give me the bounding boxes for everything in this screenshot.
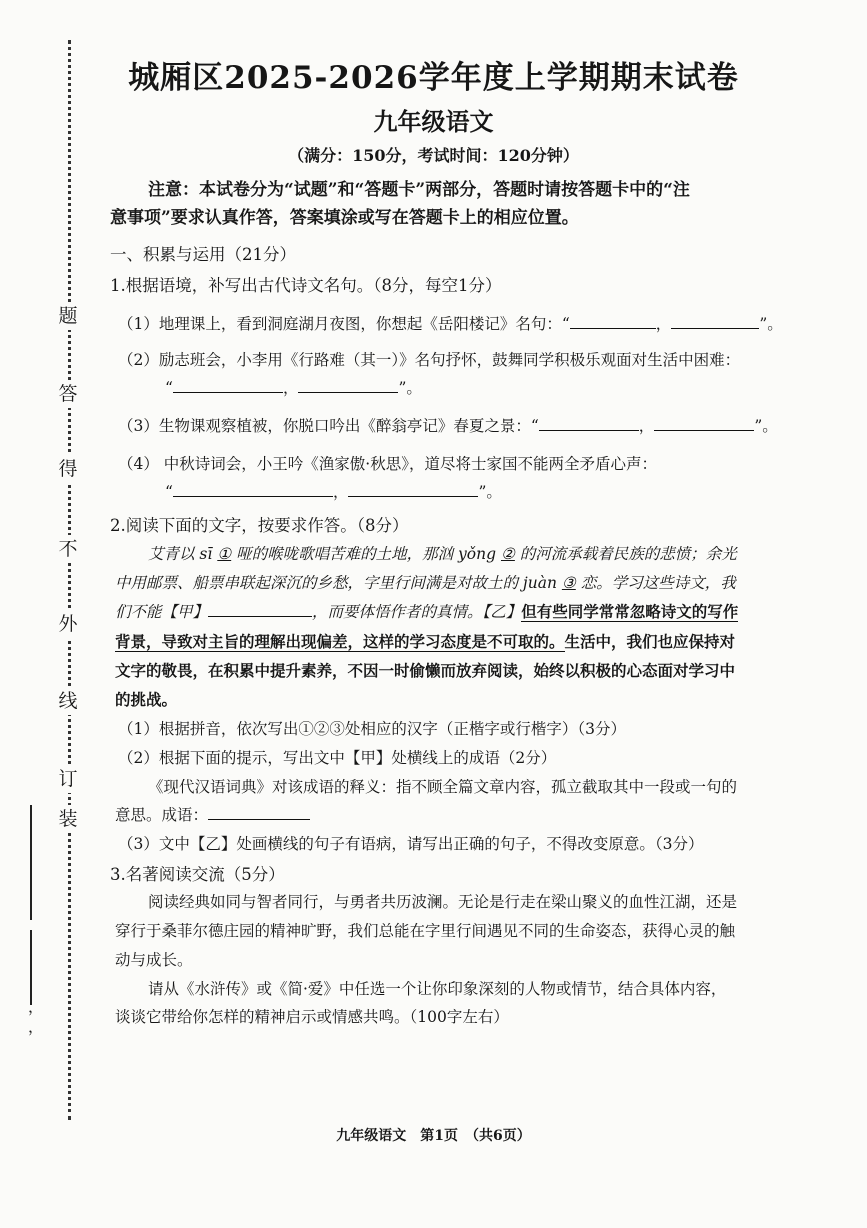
passage-text: 生活中，我们也应保持对	[564, 632, 736, 651]
q1-item-4-line2	[165, 480, 502, 502]
q2-passage-line-1	[148, 542, 737, 564]
q2-passage-line-6: 的挑战。	[115, 690, 178, 709]
exam-score-info: （满分：150分，考试时间：120分钟）	[288, 146, 579, 165]
q2-sub-2-line2	[115, 803, 310, 825]
blank-marker-3: ③	[561, 574, 576, 592]
yi-underlined-sentence-cont: 背景，导致对主旨的理解出现偏差，这样的学习态度是不可取的。	[115, 632, 565, 651]
q3-para2-line2: 谈谈它带给你怎样的精神启示或情感共鸣。（100字左右）	[115, 1008, 509, 1026]
answer-blank[interactable]	[654, 416, 754, 431]
answer-blank[interactable]	[173, 378, 283, 393]
q1-item-3	[118, 414, 778, 436]
side-border-bar	[30, 805, 32, 920]
q1-item-3-text: （3）生物课观察植被，你脱口吟出《醉翁亭记》春夏之景：“	[118, 417, 539, 435]
notice-line-2: 意事项”要求认真作答，答案填涂或写在答题卡上的相应位置。	[110, 208, 579, 228]
q2-passage-line-4	[115, 630, 735, 652]
passage-text: 们不能【甲】	[115, 603, 209, 621]
q3-para1-line3: 动与成长。	[115, 951, 193, 969]
blank-marker-1: ①	[217, 545, 232, 563]
passage-text: ，而要体悟作者的真情。【乙】	[312, 603, 522, 621]
q1-item-2-end: ”。	[398, 379, 422, 397]
q1-stem: 1.根据语境，补写出古代诗文名句。（8分，每空1分）	[110, 276, 502, 295]
passage-text: 恋。学习这些诗文，我	[575, 574, 736, 592]
passage-text: 艾青以 sī	[148, 545, 218, 563]
q2-passage-line-5: 文字的敬畏，在积累中提升素养，不因一时偷懒而放弃阅读，始终以积极的心态面对学习中	[115, 661, 736, 680]
section-heading: 一、积累与运用（21分）	[110, 245, 296, 264]
q1-item-4-sep: ，	[332, 483, 349, 501]
binding-char-xian: 线	[57, 687, 79, 715]
idiom-label: 意思。成语：	[115, 806, 209, 824]
page-footer: 九年级语文 第1页 （共6页）	[336, 1128, 531, 1144]
q2-passage-line-2	[115, 571, 736, 593]
binding-char-da: 答	[57, 380, 79, 408]
q1-item-2: （2）励志班会，小李用《行路难（其一）》名句抒怀，鼓舞同学积极乐观面对生活中困难：	[118, 351, 741, 369]
passage-text: 的河流承载着民族的悲愤；余光	[514, 545, 737, 563]
binding-char-ding: 订	[57, 765, 79, 793]
exam-subtitle: 九年级语文	[373, 107, 494, 136]
passage-text: 中用邮票、船票串联起深沉的乡愁，字里行间满是对故土的 juàn	[115, 574, 562, 592]
yi-underlined-sentence: 但有些同学常常忽略诗文的写作	[521, 602, 739, 621]
q1-item-1-end: ”。	[759, 315, 783, 333]
exam-title: 城厢区2025-2026学年度上学期期末试卷	[128, 60, 739, 96]
q2-passage-line-3	[115, 600, 738, 622]
q1-item-3-end: ”。	[754, 417, 778, 435]
binding-char-de: 得	[57, 455, 79, 483]
answer-blank[interactable]	[570, 314, 656, 329]
q2-stem: 2.阅读下面的文字，按要求作答。（8分）	[110, 516, 409, 535]
binding-char-wai: 外	[57, 610, 79, 638]
q1-item-1-sep: ，	[655, 315, 672, 333]
q1-item-4-end: ”。	[478, 483, 502, 501]
jia-blank[interactable]	[208, 602, 312, 617]
idiom-answer-blank[interactable]	[208, 805, 310, 820]
q3-para2-line1: 请从《水浒传》或《简·爱》中任选一个让你印象深刻的人物或情节，结合具体内容，	[148, 980, 727, 998]
answer-blank[interactable]	[298, 378, 398, 393]
answer-blank[interactable]	[539, 416, 639, 431]
side-mark: ，	[28, 1018, 44, 1036]
q2-sub-2-definition: 《现代汉语词典》对该成语的释义：指不顾全篇文章内容，孤立截取其中一段或一句的	[148, 778, 738, 796]
answer-blank[interactable]	[173, 482, 333, 497]
q2-sub-3: （3）文中【乙】处画横线的句子有语病，请写出正确的句子，不得改变原意。（3分）	[118, 835, 704, 853]
q1-item-2-sep: ，	[282, 379, 299, 397]
q1-item-2-open: “	[165, 379, 173, 397]
q1-item-4: （4） 中秋诗词会，小王吟《渔家傲·秋思》，道尽将士家国不能两全矛盾心声：	[118, 455, 657, 473]
side-mark: ，	[28, 998, 44, 1016]
q1-item-3-sep: ，	[638, 417, 655, 435]
binding-dotted-line	[68, 40, 71, 1120]
binding-char-zhuang: 装	[57, 805, 79, 833]
answer-blank[interactable]	[348, 482, 478, 497]
binding-char-ti: 题	[57, 302, 79, 330]
blank-marker-2: ②	[500, 545, 515, 563]
q1-item-4-open: “	[165, 483, 173, 501]
notice-line-1: 注意：本试卷分为“试题”和“答题卡”两部分，答题时请按答题卡中的“注	[148, 180, 690, 200]
binding-char-bu: 不	[57, 535, 79, 563]
q3-stem: 3.名著阅读交流（5分）	[110, 865, 285, 884]
passage-text: 哑的喉咙歌唱苦难的土地，那汹 yǒng	[231, 545, 501, 563]
side-border-bar	[30, 930, 32, 1005]
q2-sub-2: （2）根据下面的提示，写出文中【甲】处横线上的成语（2分）	[118, 749, 557, 767]
q1-item-2-line2	[165, 376, 422, 398]
q3-para1-line2: 穿行于桑菲尔德庄园的精神旷野，我们总能在字里行间遇见不同的生命姿态，获得心灵的触	[115, 922, 736, 940]
q1-item-1-text: （1）地理课上，看到洞庭湖月夜图，你想起《岳阳楼记》名句：“	[118, 315, 570, 333]
q2-sub-1: （1）根据拼音，依次写出①②③处相应的汉字（正楷字或行楷字）（3分）	[118, 720, 626, 738]
q1-item-1	[118, 312, 783, 334]
q3-para1-line1: 阅读经典如同与智者同行，与勇者共历波澜。无论是行走在梁山聚义的血性江湖，还是	[148, 893, 738, 911]
answer-blank[interactable]	[671, 314, 759, 329]
